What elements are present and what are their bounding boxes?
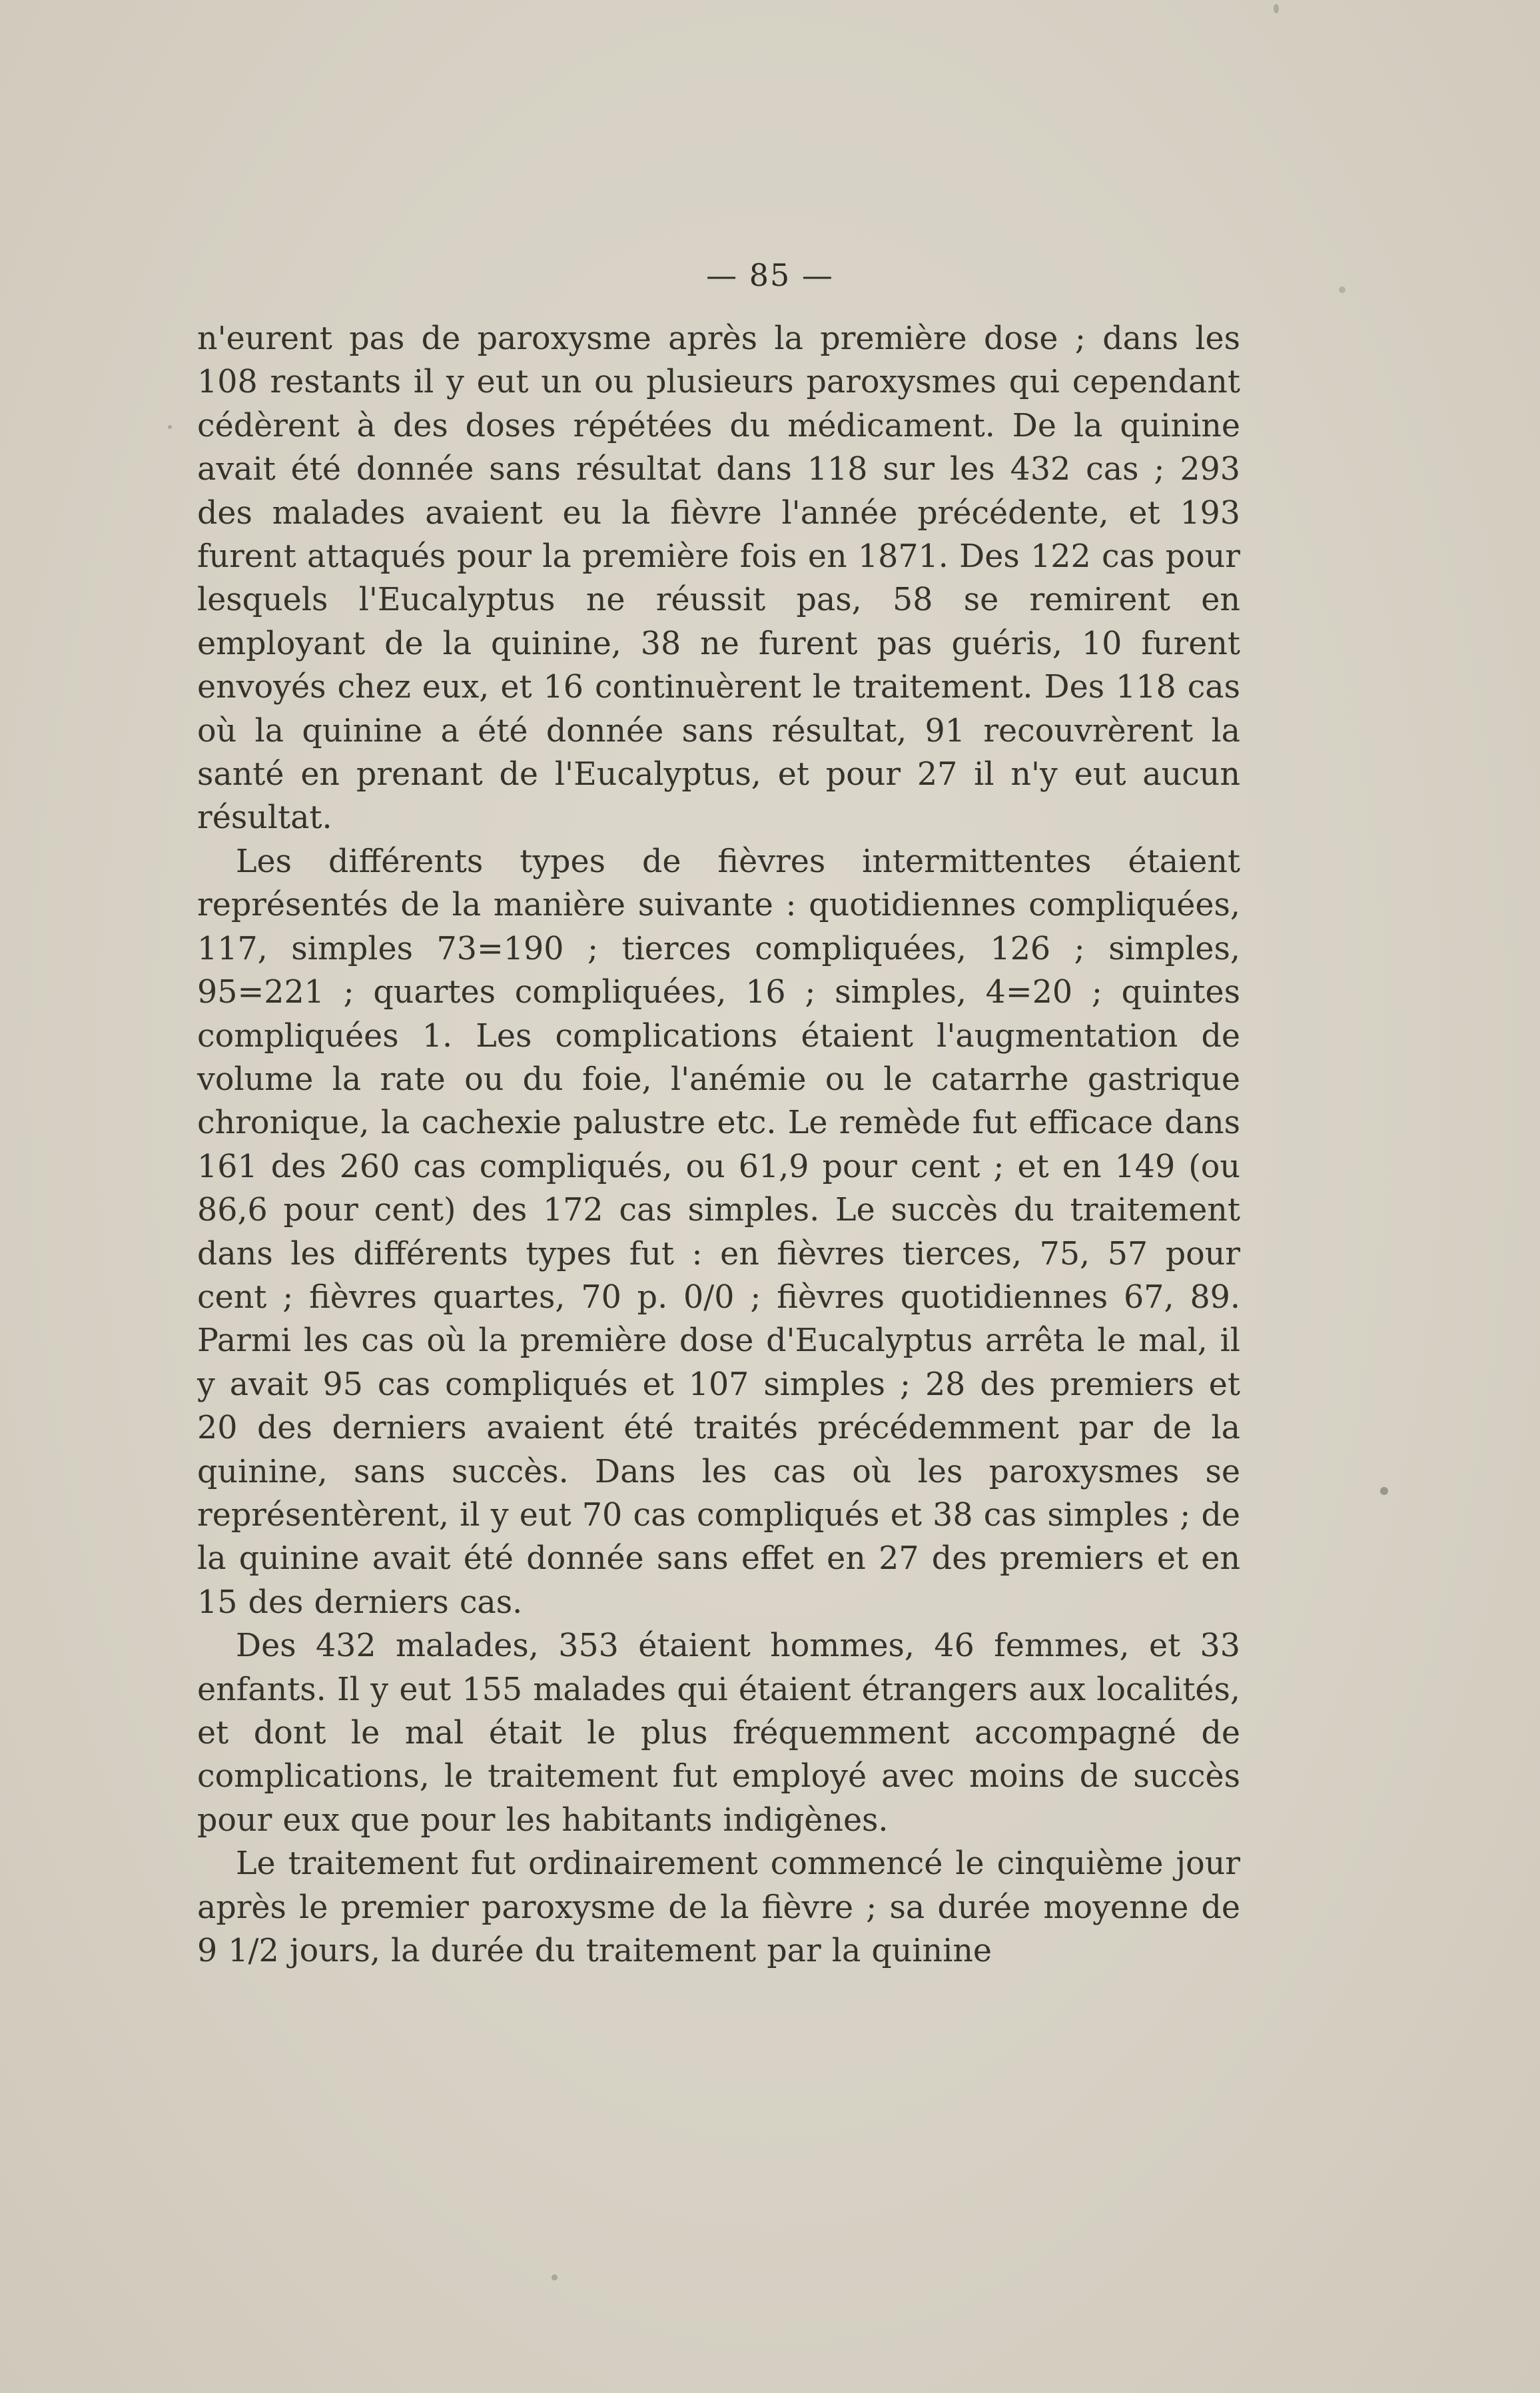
paper-speck [552, 2274, 558, 2280]
paragraph: n'eurent pas de paroxysme après la première dose ; dans les 108 restants il y eut un ou plusieurs paroxysmes qui cependant cédèrent à des doses répétées du médicament. De la quinine avait été donnée sans résultat dans 118 sur les 432 cas ; 293 des malades avaient eu la fièvre l'année précédente, et 193 furent attaqués pour la première fois en 1871. Des 122 cas pour lesquels l'Eucalyptus ne réussit pas, 58 se remirent en employant de la quinine, 38 ne furent pas guéris, 10 furent envoyés chez eux, et 16 continuèrent le traitement. Des 118 cas où la quinine a été donnée sans résultat, 91 recouvrèrent la santé en prenant de l'Eucalyptus, et pour 27 il n'y eut aucun résultat. [197, 320, 1240, 837]
paragraph: Le traitement fut ordinairement commencé le cinquième jour après le premier paroxysme de la fièvre ; sa durée moyenne de 9 1/2 jours, la durée du traitement par la quinine [197, 1845, 1240, 1970]
body-text [197, 317, 1240, 1973]
paper-speck [1380, 1487, 1388, 1495]
paper-speck [1339, 286, 1346, 293]
paragraph: Les différents types de fièvres intermittentes étaient représentés de la manière suivante : quotidiennes compliquées, 117, simples 73=190 ; tierces compliquées, 126 ; simples, 95=221 ; quartes compliquées, 16 ; simples, 4=20 ; quintes compliquées 1. Les complications étaient l'augmentation de volume la rate ou du foie, l'anémie ou le catarrhe gastrique chronique, la cachexie palustre etc. Le remède fut efficace dans 161 des 260 cas compliqués, ou 61,9 pour cent ; et en 149 (ou 86,6 pour cent) des 172 cas simples. Le succès du traitement dans les différents types fut : en fièvres tierces, 75, 57 pour cent ; fièvres quartes, 70 p. 0/0 ; fièvres quotidiennes 67, 89. Parmi les cas où la première dose d'Eucalyptus arrêta le mal, il y avait 95 cas compliqués et 107 simples ; 28 des premiers et 20 des derniers avaient été traités précédemment par de la quinine, sans succès. Dans les cas où les paroxysmes se représentèrent, il y eut 70 cas compliqués et 38 cas simples ; de la quinine avait été donnée sans effet en 27 des premiers et en 15 des derniers cas. [197, 843, 1240, 1621]
paper-speck [1274, 4, 1279, 13]
paper-speck [168, 425, 172, 429]
page-number: — 85 — [706, 257, 834, 293]
paragraph: Des 432 malades, 353 étaient hommes, 46 femmes, et 33 enfants. Il y eut 155 malades qui étaient étrangers aux localités, et dont le mal était le plus fréquemment accompagné de complications, le traitement fut employé avec moins de succès pour eux que pour les habitants indigènes. [197, 1628, 1240, 1839]
